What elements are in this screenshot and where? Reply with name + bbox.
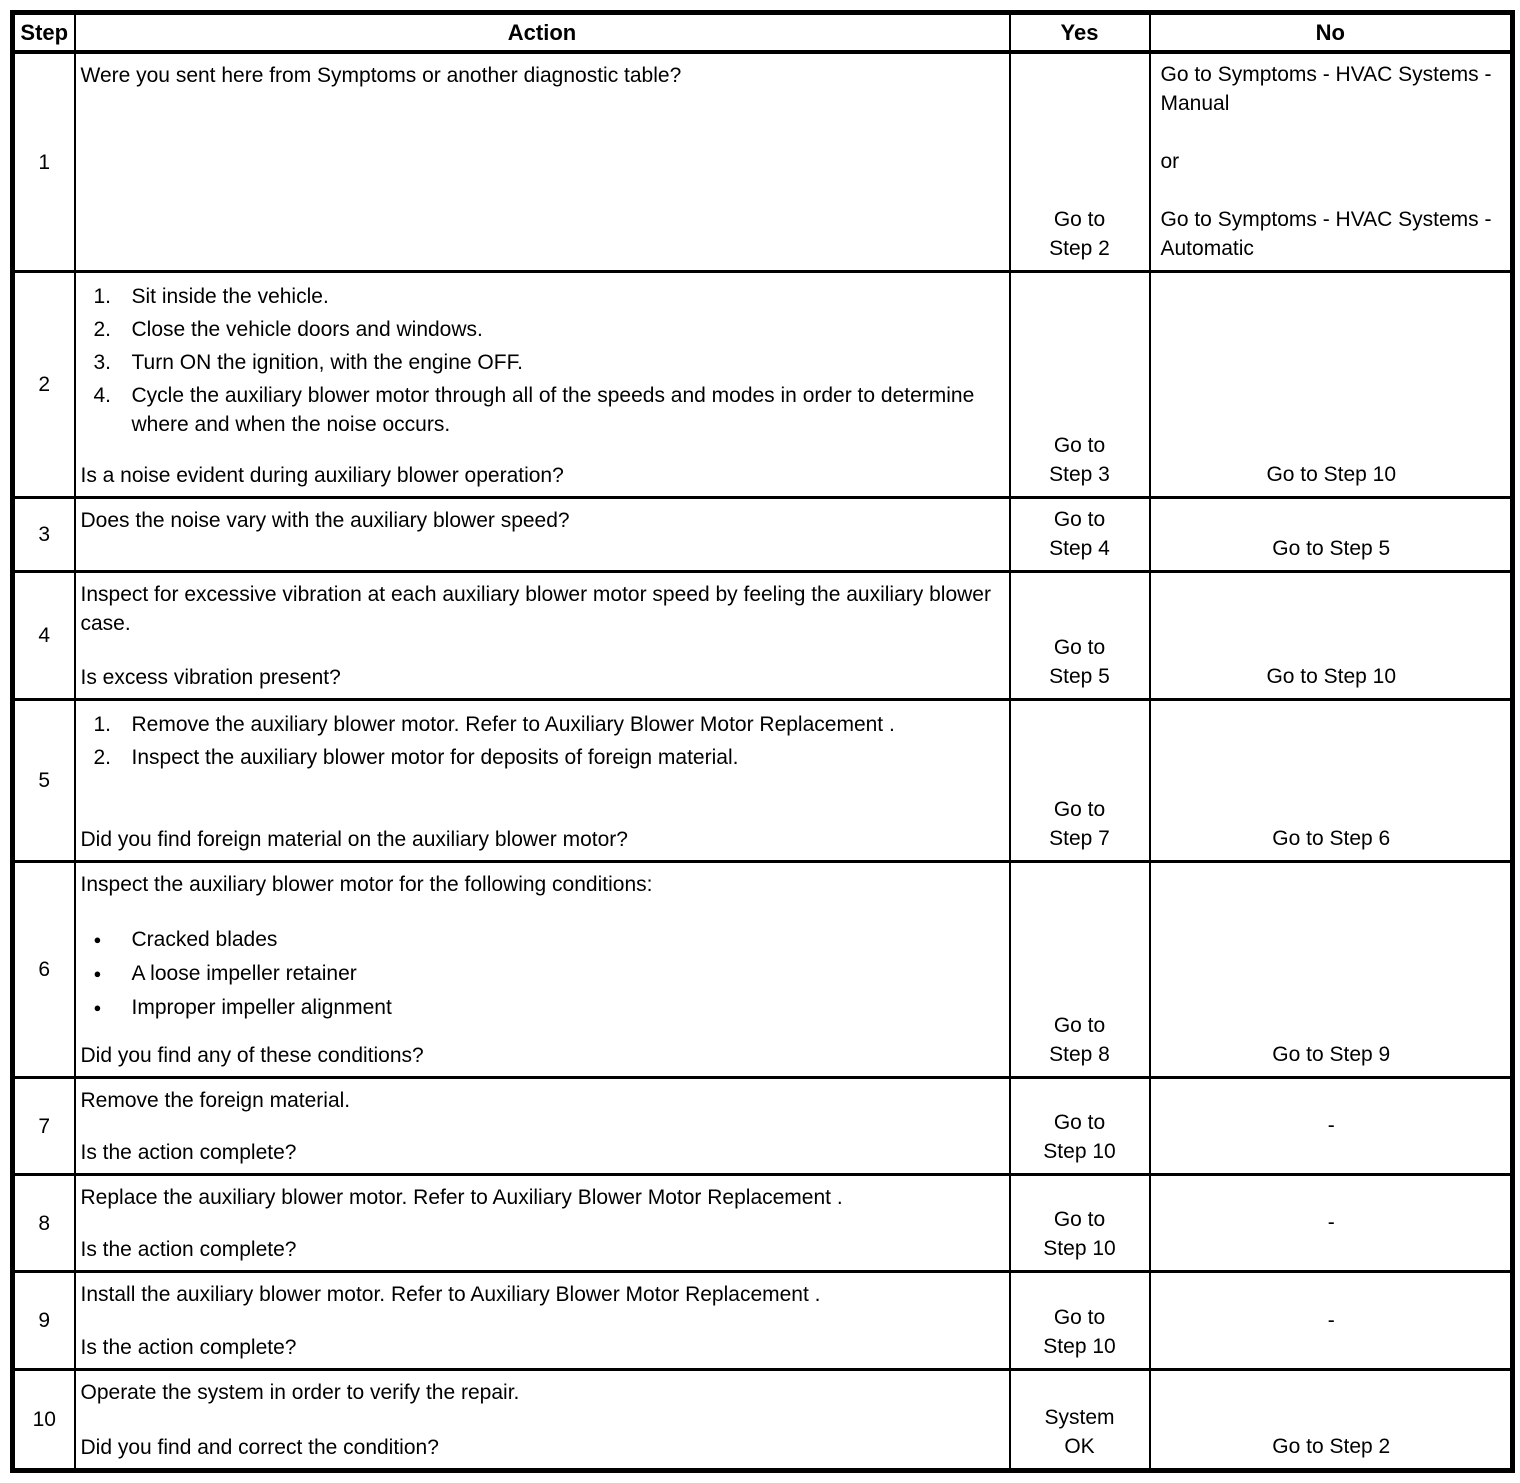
yes-cell bbox=[1010, 1272, 1150, 1370]
action-cell bbox=[75, 1370, 1010, 1471]
action-question: Is excess vibration present? bbox=[80, 666, 341, 689]
no-cell bbox=[1150, 862, 1513, 1078]
step-cell: 2 bbox=[13, 272, 75, 498]
action-content bbox=[81, 1378, 1001, 1462]
list-text: Turn ON the ignition, with the engine OFF. bbox=[131, 351, 523, 374]
col-header-action: Action bbox=[75, 13, 1010, 53]
list-item bbox=[94, 925, 1001, 954]
bullet-icon: ● bbox=[93, 966, 102, 981]
action-list bbox=[81, 710, 1001, 776]
list-item bbox=[94, 710, 1001, 739]
list-text: Cycle the auxiliary blower motor through all of the speeds and modes in order to determine where and when the noise occurs. bbox=[131, 384, 975, 436]
action-content bbox=[81, 1086, 1001, 1167]
action-question: Is the action complete? bbox=[80, 1238, 297, 1261]
action-intro: Does the noise vary with the auxiliary blower speed? bbox=[80, 509, 570, 532]
table-row bbox=[13, 1272, 1513, 1370]
no-text: Go to Step 10 bbox=[1266, 463, 1397, 486]
yes-cell bbox=[1010, 52, 1150, 272]
action-question: Did you find any of these conditions? bbox=[80, 1044, 424, 1067]
goto-line: Step 10 bbox=[1043, 1140, 1116, 1163]
list-item bbox=[94, 282, 1001, 311]
goto-line: Go to bbox=[1053, 508, 1106, 531]
action-cell bbox=[75, 52, 1010, 272]
bullet-icon: ● bbox=[93, 1000, 102, 1015]
goto-line: Step 3 bbox=[1049, 463, 1110, 486]
no-cell bbox=[1150, 1370, 1513, 1471]
action-cell bbox=[75, 862, 1010, 1078]
action-cell bbox=[75, 572, 1010, 700]
action-cell bbox=[75, 1272, 1010, 1370]
goto-line: OK bbox=[1064, 1435, 1095, 1458]
list-item bbox=[94, 743, 1001, 772]
no-cell bbox=[1150, 52, 1513, 272]
col-header-no: No bbox=[1150, 13, 1513, 53]
action-intro: Install the auxiliary blower motor. Refer to Auxiliary Blower Motor Replacement . bbox=[80, 1283, 821, 1306]
goto-line: Step 8 bbox=[1049, 1043, 1110, 1066]
goto-line: Step 10 bbox=[1043, 1237, 1116, 1260]
action-content bbox=[81, 708, 1001, 854]
action-question: Is the action complete? bbox=[80, 1141, 297, 1164]
list-number: 2. bbox=[93, 746, 112, 769]
list-item bbox=[94, 348, 1001, 377]
list-text: Improper impeller alignment bbox=[131, 996, 392, 1019]
action-intro: Remove the foreign material. bbox=[80, 1089, 351, 1112]
no-cell bbox=[1150, 700, 1513, 862]
action-content bbox=[81, 1280, 1001, 1362]
table-row bbox=[13, 1175, 1513, 1272]
table-row bbox=[13, 862, 1513, 1078]
goto-line: Go to bbox=[1053, 1111, 1106, 1134]
no-text: Go to Step 6 bbox=[1272, 827, 1391, 850]
no-text: - bbox=[1327, 1211, 1335, 1234]
col-header-step: Step bbox=[13, 13, 75, 53]
no-block: Go to Symptoms - HVAC Systems - Automatic bbox=[1160, 208, 1492, 260]
no-cell bbox=[1150, 1272, 1513, 1370]
list-item bbox=[94, 959, 1001, 988]
no-cell bbox=[1150, 498, 1513, 572]
step-cell: 5 bbox=[13, 700, 75, 862]
no-text: Go to Step 10 bbox=[1266, 665, 1397, 688]
action-intro: Inspect for excessive vibration at each auxiliary blower motor speed by feeling the auxiliary blower case. bbox=[80, 583, 997, 635]
no-cell bbox=[1150, 272, 1513, 498]
yes-cell bbox=[1010, 1078, 1150, 1175]
list-text: A loose impeller retainer bbox=[131, 962, 357, 985]
action-content bbox=[81, 280, 1001, 490]
goto-line: Step 4 bbox=[1049, 537, 1110, 560]
goto-line: Step 2 bbox=[1049, 237, 1110, 260]
action-intro: Operate the system in order to verify the repair. bbox=[80, 1381, 520, 1404]
goto-line: Go to bbox=[1053, 636, 1106, 659]
action-list bbox=[81, 282, 1001, 443]
table-row bbox=[13, 272, 1513, 498]
no-text: Go to Step 2 bbox=[1272, 1435, 1391, 1458]
action-cell bbox=[75, 272, 1010, 498]
yes-cell bbox=[1010, 700, 1150, 862]
action-cell bbox=[75, 700, 1010, 862]
no-cell bbox=[1150, 1175, 1513, 1272]
step-cell: 3 bbox=[13, 498, 75, 572]
bullet-icon: ● bbox=[93, 932, 102, 947]
step-cell: 9 bbox=[13, 1272, 75, 1370]
action-intro: Replace the auxiliary blower motor. Refer to Auxiliary Blower Motor Replacement . bbox=[80, 1186, 843, 1209]
action-question: Is the action complete? bbox=[80, 1336, 297, 1359]
action-content bbox=[81, 870, 1001, 1070]
list-number: 1. bbox=[93, 713, 112, 736]
no-block: Go to Symptoms - HVAC Systems - Manual bbox=[1160, 63, 1492, 115]
goto-line: System bbox=[1044, 1406, 1115, 1429]
action-cell bbox=[75, 498, 1010, 572]
goto-line: Step 7 bbox=[1049, 827, 1110, 850]
goto-line: Go to bbox=[1053, 208, 1106, 231]
yes-cell bbox=[1010, 498, 1150, 572]
list-text: Inspect the auxiliary blower motor for deposits of foreign material. bbox=[131, 746, 739, 769]
goto-line: Step 10 bbox=[1043, 1335, 1116, 1358]
diagnostic-table bbox=[10, 10, 1515, 1473]
yes-cell bbox=[1010, 272, 1150, 498]
list-item bbox=[94, 315, 1001, 344]
no-text: - bbox=[1327, 1114, 1335, 1137]
step-cell: 1 bbox=[13, 52, 75, 272]
yes-cell bbox=[1010, 572, 1150, 700]
or-separator: or bbox=[1160, 150, 1180, 173]
step-cell: 8 bbox=[13, 1175, 75, 1272]
yes-cell bbox=[1010, 1370, 1150, 1471]
goto-line: Go to bbox=[1053, 1306, 1106, 1329]
list-text: Close the vehicle doors and windows. bbox=[131, 318, 483, 341]
action-content bbox=[81, 580, 1001, 692]
goto-line: Go to bbox=[1053, 798, 1106, 821]
table-row bbox=[13, 52, 1513, 272]
action-content bbox=[81, 61, 1001, 260]
no-text: Go to Step 9 bbox=[1272, 1043, 1391, 1066]
action-content bbox=[81, 1183, 1001, 1264]
action-question: Is a noise evident during auxiliary blower operation? bbox=[80, 464, 564, 487]
action-question: Did you find foreign material on the auxiliary blower motor? bbox=[80, 828, 628, 851]
goto-line: Go to bbox=[1053, 1208, 1106, 1231]
action-intro: Inspect the auxiliary blower motor for the following conditions: bbox=[80, 873, 653, 896]
yes-cell bbox=[1010, 862, 1150, 1078]
table-row bbox=[13, 700, 1513, 862]
table-row bbox=[13, 498, 1513, 572]
list-item bbox=[94, 381, 1001, 439]
list-text: Sit inside the vehicle. bbox=[131, 285, 329, 308]
list-number: 3. bbox=[93, 351, 112, 374]
no-cell bbox=[1150, 572, 1513, 700]
action-cell bbox=[75, 1078, 1010, 1175]
yes-cell bbox=[1010, 1175, 1150, 1272]
step-cell: 4 bbox=[13, 572, 75, 700]
step-cell: 10 bbox=[13, 1370, 75, 1471]
list-item bbox=[94, 993, 1001, 1022]
table-row bbox=[13, 572, 1513, 700]
list-text: Cracked blades bbox=[131, 928, 278, 951]
action-question: Did you find and correct the condition? bbox=[80, 1436, 439, 1459]
action-cell bbox=[75, 1175, 1010, 1272]
list-text: Remove the auxiliary blower motor. Refer to Auxiliary Blower Motor Replacement . bbox=[131, 713, 895, 736]
header-row bbox=[13, 13, 1513, 53]
step-cell: 7 bbox=[13, 1078, 75, 1175]
no-text: - bbox=[1327, 1308, 1335, 1332]
action-content bbox=[81, 506, 1001, 560]
action-intro: Were you sent here from Symptoms or another diagnostic table? bbox=[80, 64, 682, 87]
goto-line: Step 5 bbox=[1049, 665, 1110, 688]
list-number: 2. bbox=[93, 318, 112, 341]
no-cell bbox=[1150, 1078, 1513, 1175]
table-row bbox=[13, 1370, 1513, 1471]
goto-line: Go to bbox=[1053, 1014, 1106, 1037]
action-list bbox=[81, 925, 1001, 1027]
table-row bbox=[13, 1078, 1513, 1175]
step-cell: 6 bbox=[13, 862, 75, 1078]
list-number: 4. bbox=[93, 384, 112, 407]
list-number: 1. bbox=[93, 285, 112, 308]
col-header-yes: Yes bbox=[1010, 13, 1150, 53]
no-text: Go to Step 5 bbox=[1272, 537, 1391, 560]
goto-line: Go to bbox=[1053, 434, 1106, 457]
